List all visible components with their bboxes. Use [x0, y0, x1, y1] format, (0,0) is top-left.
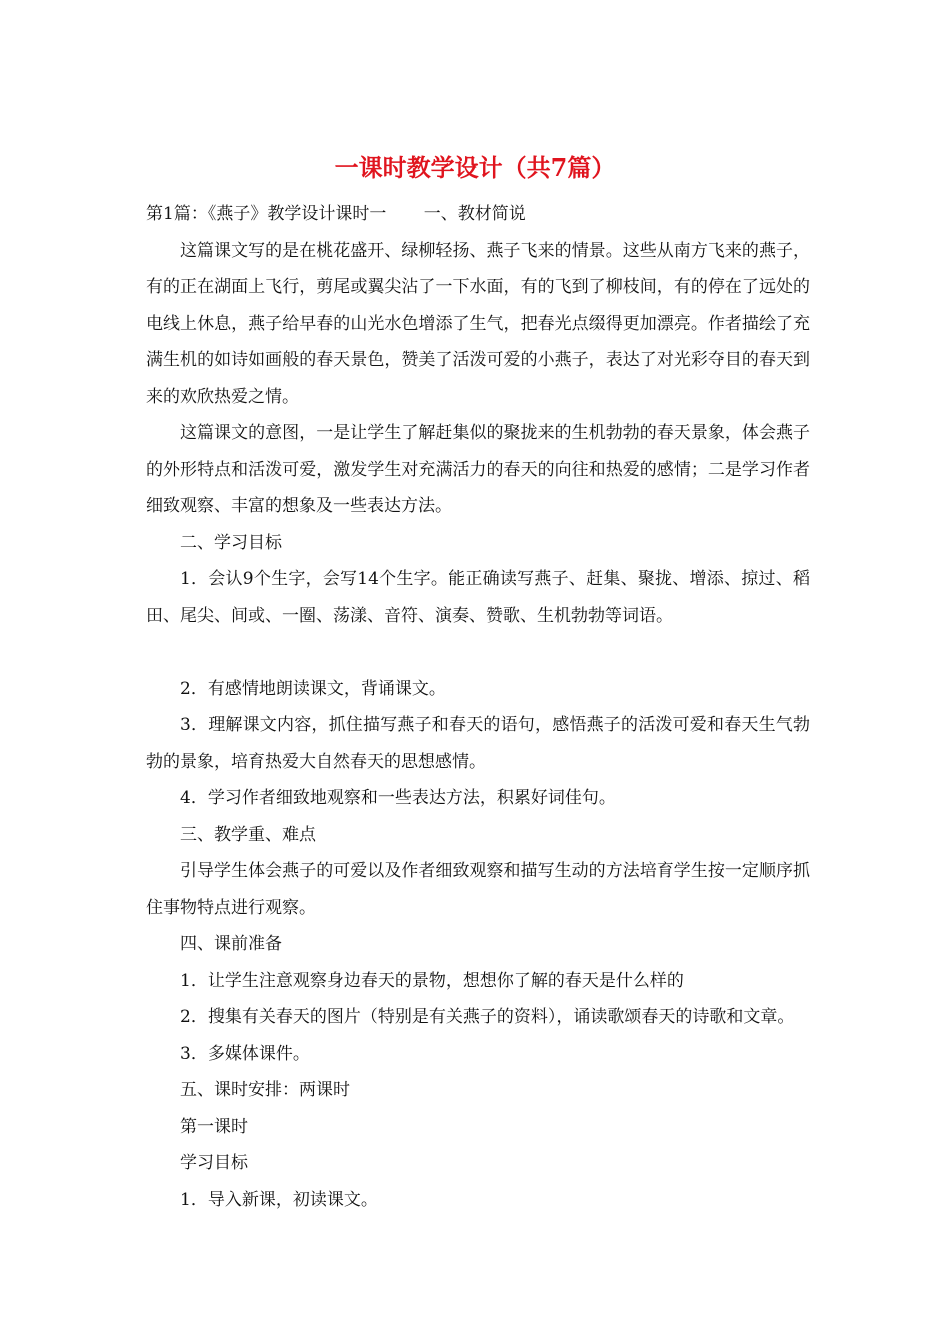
list-item: 3．理解课文内容，抓住描写燕子和春天的语句，感悟燕子的活泼可爱和春天生气勃勃的景象，培育热爱大自然春天的思想感情。: [146, 715, 810, 772]
list-item: 4．学习作者细致地观察和一些表达方法，积累好词佳句。: [180, 788, 616, 808]
section-heading: 三、教学重、难点: [180, 824, 316, 845]
list-item: 1．导入新课，初读课文。: [180, 1189, 378, 1210]
section-heading: 二、学习目标: [180, 532, 282, 553]
section-heading: 一、教材简说: [423, 204, 526, 224]
subheading: 第一课时: [180, 1116, 248, 1137]
section-heading: 四、课前准备: [180, 934, 282, 954]
list-item: 1．会认9个生字，会写14个生字。能正确读写燕子、赶集、聚拢、增添、掠过、稻田、尾尖、间或、一圈、荡漾、音符、演奏、赞歌、生机勃勃等词语。: [146, 569, 810, 626]
list-item: 3．多媒体课件。: [180, 1043, 310, 1064]
list-item: 2．搜集有关春天的图片（特别是有关燕子的资料），诵读歌颂春天的诗歌和文章。: [180, 1007, 795, 1027]
list-item: 2．有感情地朗读课文，背诵课文。: [180, 678, 446, 699]
paragraph: 这篇课文写的是在桃花盛开、绿柳轻扬、燕子飞来的情景。这些从南方飞来的燕子，有的正在湖面上飞行，剪尾或翼尖沾了一下水面，有的飞到了柳枝间，有的停在了远处的电线上休息，燕子给早春的山光水色增添了生气，把春光点缀得更加漂亮。作者描绘了充满生机的如诗如画般的春天景色，赞美了活泼可爱的小燕子，表达了对光彩夺目的春天到来的欢欣热爱之情。: [146, 240, 810, 407]
chapter-label: 第1篇：《燕子》教学设计课时一: [146, 204, 387, 224]
blank-line: [146, 634, 810, 671]
document-body: [146, 196, 810, 1218]
paragraph: 这篇课文的意图，一是让学生了解赶集似的聚拢来的生机勃勃的春天景象，体会燕子的外形特点和活泼可爱，激发学生对充满活力的春天的向往和热爱的感情；二是学习作者细致观察、丰富的想象及一些表达方法。: [146, 423, 810, 516]
document-title: 一课时教学设计（共7篇）: [334, 153, 616, 182]
list-item: 1．让学生注意观察身边春天的景物，想想你了解的春天是什么样的: [180, 970, 684, 991]
paragraph: [146, 196, 810, 233]
paragraph: 引导学生体会燕子的可爱以及作者细致观察和描写生动的方法培育学生按一定顺序抓住事物特点进行观察。: [146, 861, 810, 918]
subheading: 学习目标: [180, 1153, 248, 1173]
section-heading: 五、课时安排：两课时: [180, 1080, 350, 1100]
